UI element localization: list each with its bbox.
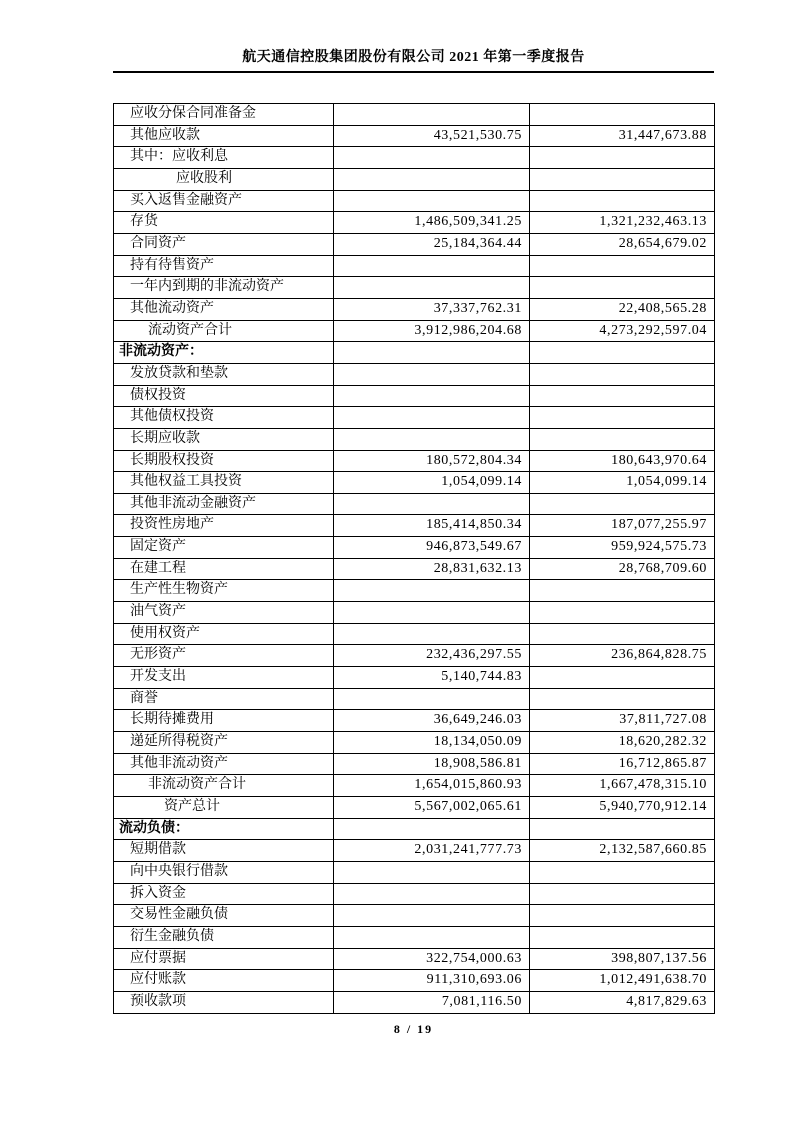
row-amount-col1 [334,428,530,450]
row-amount-col2: 37,811,727.08 [530,710,715,732]
row-item-label: 使用权资产 [114,623,334,645]
row-amount-col1 [334,883,530,905]
table-row [114,602,715,624]
table-row [114,667,715,689]
row-amount-col1 [334,580,530,602]
page-number: 8 / 19 [393,1022,434,1036]
row-item-label: 其他权益工具投资 [114,472,334,494]
row-amount-col1 [334,104,530,126]
row-amount-col1 [334,493,530,515]
row-item-label: 固定资产 [114,537,334,559]
table-row [114,233,715,255]
row-amount-col2: 1,321,232,463.13 [530,212,715,234]
page-footer [113,1022,714,1037]
row-item-label: 其他债权投资 [114,407,334,429]
table-row [114,883,715,905]
table-row [114,926,715,948]
row-amount-col1 [334,926,530,948]
row-amount-col1 [334,407,530,429]
row-amount-col2 [530,905,715,927]
row-amount-col1: 5,567,002,065.61 [334,797,530,819]
table-row [114,970,715,992]
row-amount-col1 [334,255,530,277]
row-amount-col2: 28,768,709.60 [530,558,715,580]
row-amount-col2 [530,407,715,429]
row-amount-col1 [334,818,530,840]
row-amount-col2: 1,667,478,315.10 [530,775,715,797]
row-amount-col2: 4,273,292,597.04 [530,320,715,342]
row-amount-col2: 1,012,491,638.70 [530,970,715,992]
table-row [114,493,715,515]
row-item-label: 债权投资 [114,385,334,407]
row-item-label: 向中央银行借款 [114,861,334,883]
row-item-label: 持有待售资产 [114,255,334,277]
row-item-label: 长期股权投资 [114,450,334,472]
table-row [114,212,715,234]
row-item-label: 拆入资金 [114,883,334,905]
table-row [114,710,715,732]
row-amount-col1 [334,342,530,364]
row-item-label: 发放贷款和垫款 [114,363,334,385]
balance-sheet-body [114,104,715,1014]
row-amount-col2: 5,940,770,912.14 [530,797,715,819]
row-item-label: 其他非流动金融资产 [114,493,334,515]
row-amount-col2 [530,667,715,689]
row-amount-col1: 25,184,364.44 [334,233,530,255]
row-amount-col1: 1,486,509,341.25 [334,212,530,234]
table-row [114,645,715,667]
row-item-label: 生产性生物资产 [114,580,334,602]
row-amount-col1: 36,649,246.03 [334,710,530,732]
table-row [114,255,715,277]
row-amount-col2 [530,104,715,126]
row-amount-col2 [530,926,715,948]
row-amount-col1: 5,140,744.83 [334,667,530,689]
row-item-label: 其他非流动资产 [114,753,334,775]
row-amount-col1 [334,905,530,927]
row-amount-col2: 31,447,673.88 [530,125,715,147]
row-amount-col1: 18,908,586.81 [334,753,530,775]
row-amount-col1 [334,861,530,883]
row-amount-col2 [530,623,715,645]
row-amount-col2: 959,924,575.73 [530,537,715,559]
row-amount-col2 [530,342,715,364]
row-item-label: 衍生金融负债 [114,926,334,948]
table-row [114,861,715,883]
row-amount-col1: 37,337,762.31 [334,298,530,320]
row-amount-col2 [530,385,715,407]
row-item-label: 应付票据 [114,948,334,970]
table-row [114,104,715,126]
row-amount-col2 [530,168,715,190]
row-amount-col1: 28,831,632.13 [334,558,530,580]
balance-sheet-table [113,103,715,1014]
table-row [114,797,715,819]
row-amount-col2 [530,602,715,624]
row-item-label: 其他流动资产 [114,298,334,320]
row-item-label: 递延所得税资产 [114,732,334,754]
row-amount-col2 [530,428,715,450]
row-amount-col1: 185,414,850.34 [334,515,530,537]
row-item-label: 存货 [114,212,334,234]
table-row [114,147,715,169]
row-amount-col1 [334,363,530,385]
row-amount-col2 [530,363,715,385]
row-amount-col2: 236,864,828.75 [530,645,715,667]
row-amount-col1 [334,190,530,212]
row-amount-col2: 180,643,970.64 [530,450,715,472]
table-row [114,190,715,212]
table-row [114,537,715,559]
row-item-label: 非流动资产合计 [114,775,334,797]
row-amount-col2 [530,255,715,277]
table-row [114,428,715,450]
table-row [114,732,715,754]
table-row [114,363,715,385]
table-row [114,342,715,364]
row-amount-col1 [334,623,530,645]
row-item-label: 一年内到期的非流动资产 [114,277,334,299]
row-amount-col1: 3,912,986,204.68 [334,320,530,342]
row-item-label: 开发支出 [114,667,334,689]
row-item-label: 应付账款 [114,970,334,992]
row-item-label: 无形资产 [114,645,334,667]
table-row [114,298,715,320]
row-amount-col1: 2,031,241,777.73 [334,840,530,862]
row-amount-col1: 1,054,099.14 [334,472,530,494]
row-item-label: 应收股利 [114,168,334,190]
row-item-label: 合同资产 [114,233,334,255]
row-amount-col2 [530,493,715,515]
row-amount-col1: 911,310,693.06 [334,970,530,992]
row-amount-col2: 4,817,829.63 [530,991,715,1013]
row-amount-col1 [334,385,530,407]
row-amount-col1: 946,873,549.67 [334,537,530,559]
row-item-label: 资产总计 [114,797,334,819]
table-row [114,991,715,1013]
row-amount-col2: 398,807,137.56 [530,948,715,970]
row-amount-col1 [334,688,530,710]
row-item-label: 交易性金融负债 [114,905,334,927]
row-amount-col2 [530,580,715,602]
row-amount-col1: 322,754,000.63 [334,948,530,970]
row-item-label: 短期借款 [114,840,334,862]
table-row [114,450,715,472]
row-amount-col2: 187,077,255.97 [530,515,715,537]
table-row [114,125,715,147]
row-amount-col1 [334,168,530,190]
row-item-label: 其中：应收利息 [114,147,334,169]
row-amount-col1: 18,134,050.09 [334,732,530,754]
row-item-label: 在建工程 [114,558,334,580]
row-amount-col2 [530,147,715,169]
row-amount-col2: 1,054,099.14 [530,472,715,494]
row-amount-col1: 232,436,297.55 [334,645,530,667]
row-amount-col2: 28,654,679.02 [530,233,715,255]
row-amount-col2 [530,861,715,883]
table-row [114,385,715,407]
row-amount-col2 [530,883,715,905]
row-item-label: 长期待摊费用 [114,710,334,732]
row-amount-col2 [530,190,715,212]
row-item-label: 买入返售金融资产 [114,190,334,212]
table-row [114,948,715,970]
row-amount-col1: 1,654,015,860.93 [334,775,530,797]
table-row [114,472,715,494]
row-amount-col1 [334,147,530,169]
table-row [114,277,715,299]
table-row [114,623,715,645]
row-amount-col1 [334,602,530,624]
table-row [114,558,715,580]
row-amount-col2 [530,818,715,840]
table-row [114,168,715,190]
table-row [114,840,715,862]
row-item-label: 流动资产合计 [114,320,334,342]
table-row [114,580,715,602]
table-row [114,407,715,429]
table-row [114,515,715,537]
row-amount-col1 [334,277,530,299]
row-amount-col2 [530,688,715,710]
table-row [114,753,715,775]
header-rule [113,71,714,73]
row-amount-col1: 43,521,530.75 [334,125,530,147]
row-amount-col2: 22,408,565.28 [530,298,715,320]
row-item-label: 其他应收款 [114,125,334,147]
row-item-label: 应收分保合同准备金 [114,104,334,126]
table-row [114,905,715,927]
row-item-label: 流动负债： [114,818,334,840]
row-item-label: 预收款项 [114,991,334,1013]
row-item-label: 投资性房地产 [114,515,334,537]
table-row [114,320,715,342]
row-amount-col2: 18,620,282.32 [530,732,715,754]
table-row [114,688,715,710]
row-amount-col2 [530,277,715,299]
table-row [114,775,715,797]
row-amount-col2: 2,132,587,660.85 [530,840,715,862]
row-amount-col1: 7,081,116.50 [334,991,530,1013]
row-item-label: 油气资产 [114,602,334,624]
table-row [114,818,715,840]
row-amount-col1: 180,572,804.34 [334,450,530,472]
row-item-label: 长期应收款 [114,428,334,450]
page-header-title: 航天通信控股集团股份有限公司 2021 年第一季度报告 [242,50,585,65]
row-amount-col2: 16,712,865.87 [530,753,715,775]
row-item-label: 非流动资产： [114,342,334,364]
row-item-label: 商誉 [114,688,334,710]
